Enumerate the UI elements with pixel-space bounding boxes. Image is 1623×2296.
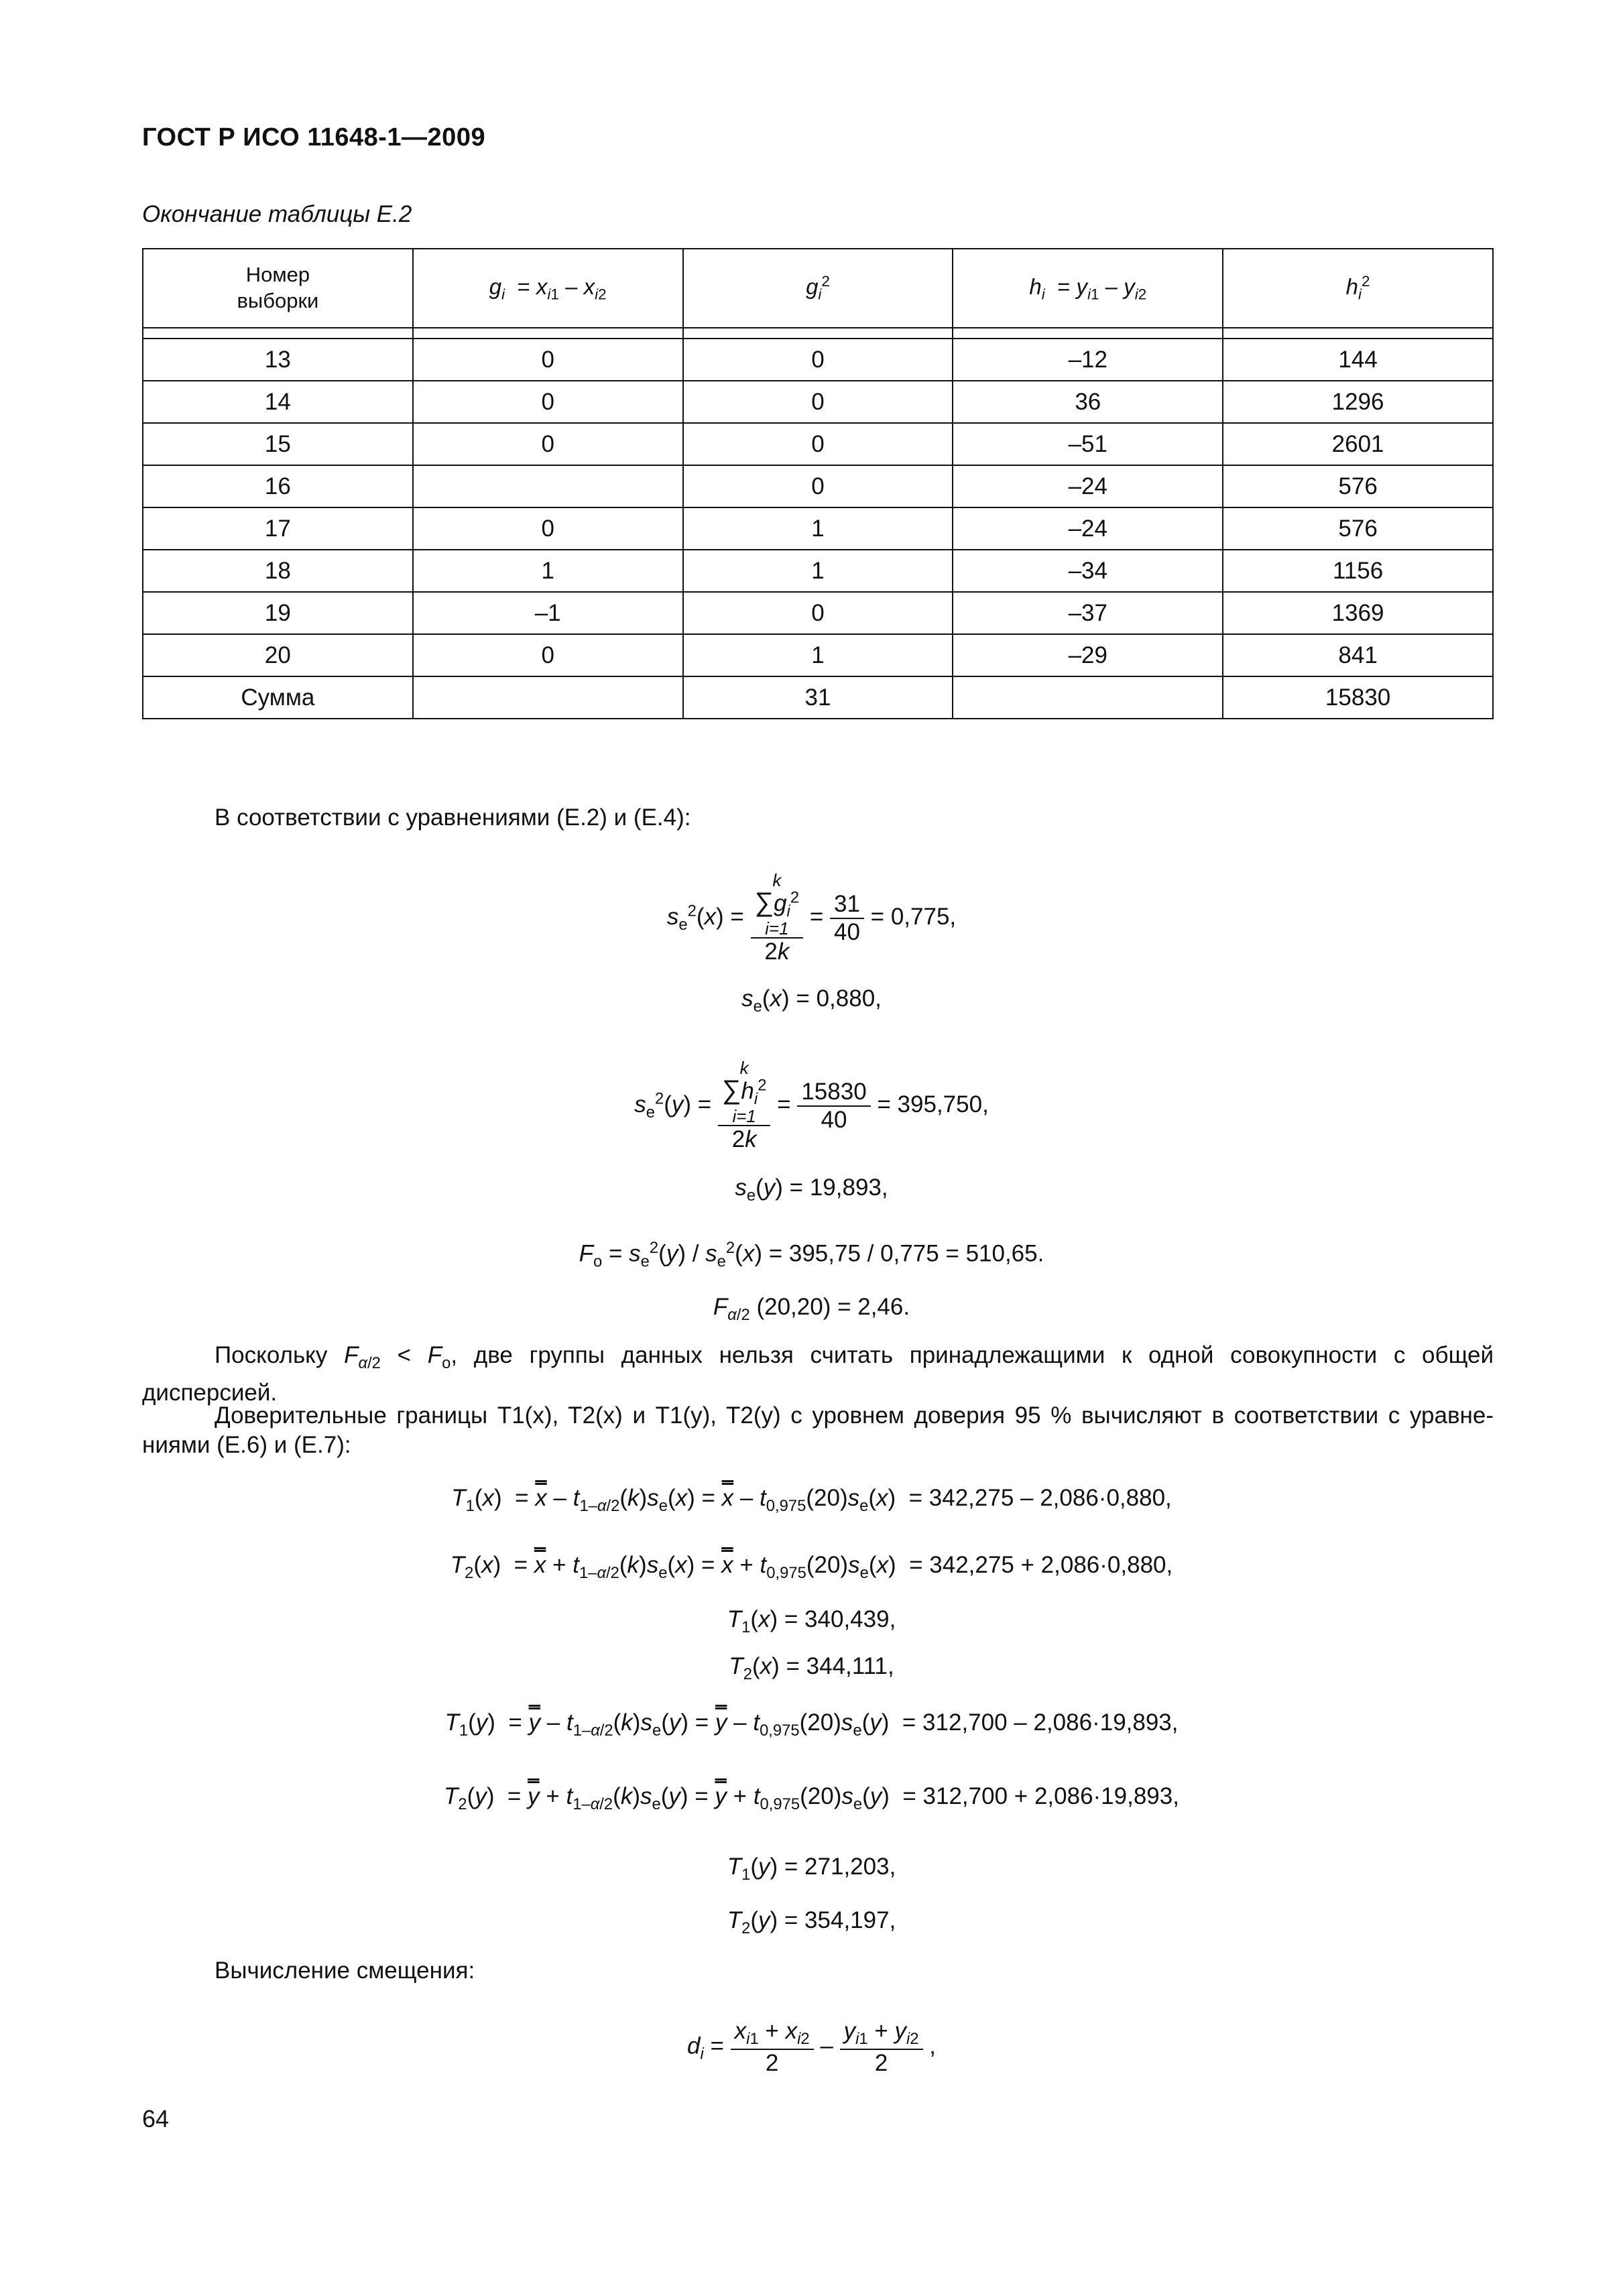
table-row [143,381,1493,423]
cell-h: –24 [953,465,1223,507]
formula-t1y: $T_1(y) = 271,203$, [727,1854,896,1884]
cell-h2: 576 [1223,507,1493,550]
cell-h: –24 [953,507,1223,550]
formula-f-alpha: $F_{\alpha/2}$ (20,20) = 2,46. [713,1294,910,1324]
header-g: $g_i = x_{i1} - x_{i2}$ [413,249,683,328]
formula-t1x: $T_1(x) = 340,439$, [727,1606,896,1636]
formula-bias: $d_i$ = $\frac{x_{i1} + x_{i2}}{2}$ – $\frac{y_{i1} + y_{i2}}{2}$ , [687,2018,936,2076]
header-h: $h_i = y_{i1} - y_{i2}$ [953,249,1223,328]
formula-t1y-expr: $T_1(y) = y - t_{1-\alpha/2}(k)s_e(y) = y - t_{0,975}(20)s_e(y) = 312,700 - 2,086\cdot 19,893$, [444,1709,1179,1740]
header-g-squared: $g_i^2$ [683,249,953,328]
paragraph-conclusion-b: , две группы данных нельзя считать принадлежащими к одной совокупности с общей дисперсией. [142,1342,1494,1406]
table-row [143,592,1493,634]
cell-h2: 841 [1223,634,1493,676]
total-cell-g2: 31 [683,676,953,719]
t1y-value: = 271,203, [784,1854,896,1880]
table-row [143,550,1493,592]
cell-g: 0 [413,339,683,381]
formula-t2y-expr: $T_2(y) = y + t_{1-\alpha/2}(k)s_e(y) = y + t_{0,975}(20)s_e(y) = 312,700 + 2,086\cdot 19,893$, [444,1783,1179,1813]
paragraph-confidence: Доверительные границы T1(x), T2(x) и T1(y), T2(y) с уровнем доверия 95 % вычисляют в соответствии с уравне-ниями (E.6) и (E.7): [142,1402,1494,1458]
header-sample-number-line1: Номер [245,263,310,287]
cell-h: –12 [953,339,1223,381]
cell-g2: 0 [683,381,953,423]
formula-fo: $F_o = s_e^2(y) / s_e^2(x) = 395,75 / 0,775 = 510,65$. [579,1239,1044,1271]
total-cell-g [413,676,683,719]
t2x-value: = 344,111, [786,1653,894,1679]
header-separator [143,328,1493,339]
cell-n: 14 [143,381,413,423]
cell-n: 13 [143,339,413,381]
total-cell-h2: 15830 [1223,676,1493,719]
se-x-value: = 0,880, [796,985,882,1012]
cell-g: 0 [413,381,683,423]
header-sample-number-line2: выборки [237,289,319,312]
se-y-value: = 19,893, [789,1174,888,1201]
sy2-denominator: 40 [821,1106,847,1133]
cell-g: 0 [413,634,683,676]
fo-value: = 395,75 / 0,775 = 510,65. [768,1240,1044,1267]
cell-h2: 144 [1223,339,1493,381]
formula-se2-x: $s_e^2(x)$ = k $\sum g_i^2$ i=1 2k = $\frac{31}{40}$ = 0,775, [666,870,957,965]
sx2-numerator: 31 [830,891,864,919]
cell-h: –51 [953,423,1223,465]
cell-g2: 1 [683,507,953,550]
cell-h: –29 [953,634,1223,676]
cell-h2: 2601 [1223,423,1493,465]
cell-n: 15 [143,423,413,465]
intro-text: В соответствии с уравнениями (E.2) и (E.4): [215,804,691,831]
table-row [143,507,1493,550]
cell-h: –37 [953,592,1223,634]
formula-se2-y: $s_e^2(y)$ = k $\sum h_i^2$ i=1 2k = $\frac{15830}{40}$ = 395,750, [634,1058,989,1152]
cell-g2: 0 [683,592,953,634]
table-caption: Окончание таблицы E.2 [142,201,412,227]
t1y-expr-value: = 312,700 – 2,086·19,893, [902,1709,1179,1736]
cell-g2: 0 [683,339,953,381]
data-table [142,248,1494,719]
table-row [143,339,1493,381]
cell-g: 0 [413,423,683,465]
total-cell-h [953,676,1223,719]
paragraph-conclusion: Поскольку $F_{\alpha/2} < F_o$, две группы данных нельзя считать принадлежащими к одной совокупности с общей дисперсией. [142,1342,1494,1406]
formula-t1x-expr: $T_1(x) = x - t_{1-\alpha/2}(k)s_e(x) = x - t_{0,975}(20)s_e(x) = 342,275 - 2,086\cdot 0,880$, [451,1485,1172,1515]
sy2-result: = 395,750, [877,1091,989,1118]
table-header-row [143,249,1493,328]
formula-t2x-expr: $T_2(x) = x + t_{1-\alpha/2}(k)s_e(x) = x + t_{0,975}(20)s_e(x) = 342,275 + 2,086\cdot 0,880$, [450,1552,1173,1582]
cell-n: 18 [143,550,413,592]
header-h-squared: $h_i^2$ [1223,249,1493,328]
header-sample-number [143,249,413,328]
f-alpha-value: (20,20) = 2,46. [756,1294,910,1320]
cell-g: –1 [413,592,683,634]
table-total-row [143,676,1493,719]
t1x-value: = 340,439, [784,1606,896,1632]
cell-n: 16 [143,465,413,507]
formula-se-y: $s_e(y) = 19,893$, [735,1174,888,1205]
page-number: 64 [142,2105,170,2132]
formula-t2x: $T_2(x) = 344,111$, [729,1653,894,1683]
page-header: ГОСТ Р ИСО 11648-1—2009 [142,123,486,152]
cell-g: 1 [413,550,683,592]
cell-g2: 0 [683,465,953,507]
total-cell-label: Сумма [143,676,413,719]
cell-h2: 576 [1223,465,1493,507]
table-row [143,423,1493,465]
cell-h: 36 [953,381,1223,423]
cell-h2: 1369 [1223,592,1493,634]
t2y-value: = 354,197, [784,1907,896,1933]
sy2-numerator: 15830 [797,1079,870,1107]
t2y-expr-value: = 312,700 + 2,086·19,893, [902,1783,1179,1809]
paragraph-conclusion-a: Поскольку [215,1342,328,1368]
sx2-denominator: 40 [833,918,860,945]
table-row [143,634,1493,676]
cell-g [413,465,683,507]
table-row [143,465,1493,507]
formula-se-x: $s_e(x) = 0,880$, [741,985,882,1016]
bias-heading: Вычисление смещения: [215,1957,475,1984]
formula-t2y: $T_2(y) = 354,197$, [727,1907,896,1937]
cell-g2: 1 [683,550,953,592]
cell-n: 20 [143,634,413,676]
cell-n: 19 [143,592,413,634]
t1x-expr-value: = 342,275 – 2,086·0,880, [908,1485,1172,1511]
cell-g2: 0 [683,423,953,465]
cell-h2: 1296 [1223,381,1493,423]
cell-n: 17 [143,507,413,550]
sx2-result: = 0,775, [870,904,957,930]
t2x-expr-value: = 342,275 + 2,086·0,880, [909,1552,1173,1578]
cell-h: –34 [953,550,1223,592]
cell-g2: 1 [683,634,953,676]
cell-g: 0 [413,507,683,550]
cell-h2: 1156 [1223,550,1493,592]
